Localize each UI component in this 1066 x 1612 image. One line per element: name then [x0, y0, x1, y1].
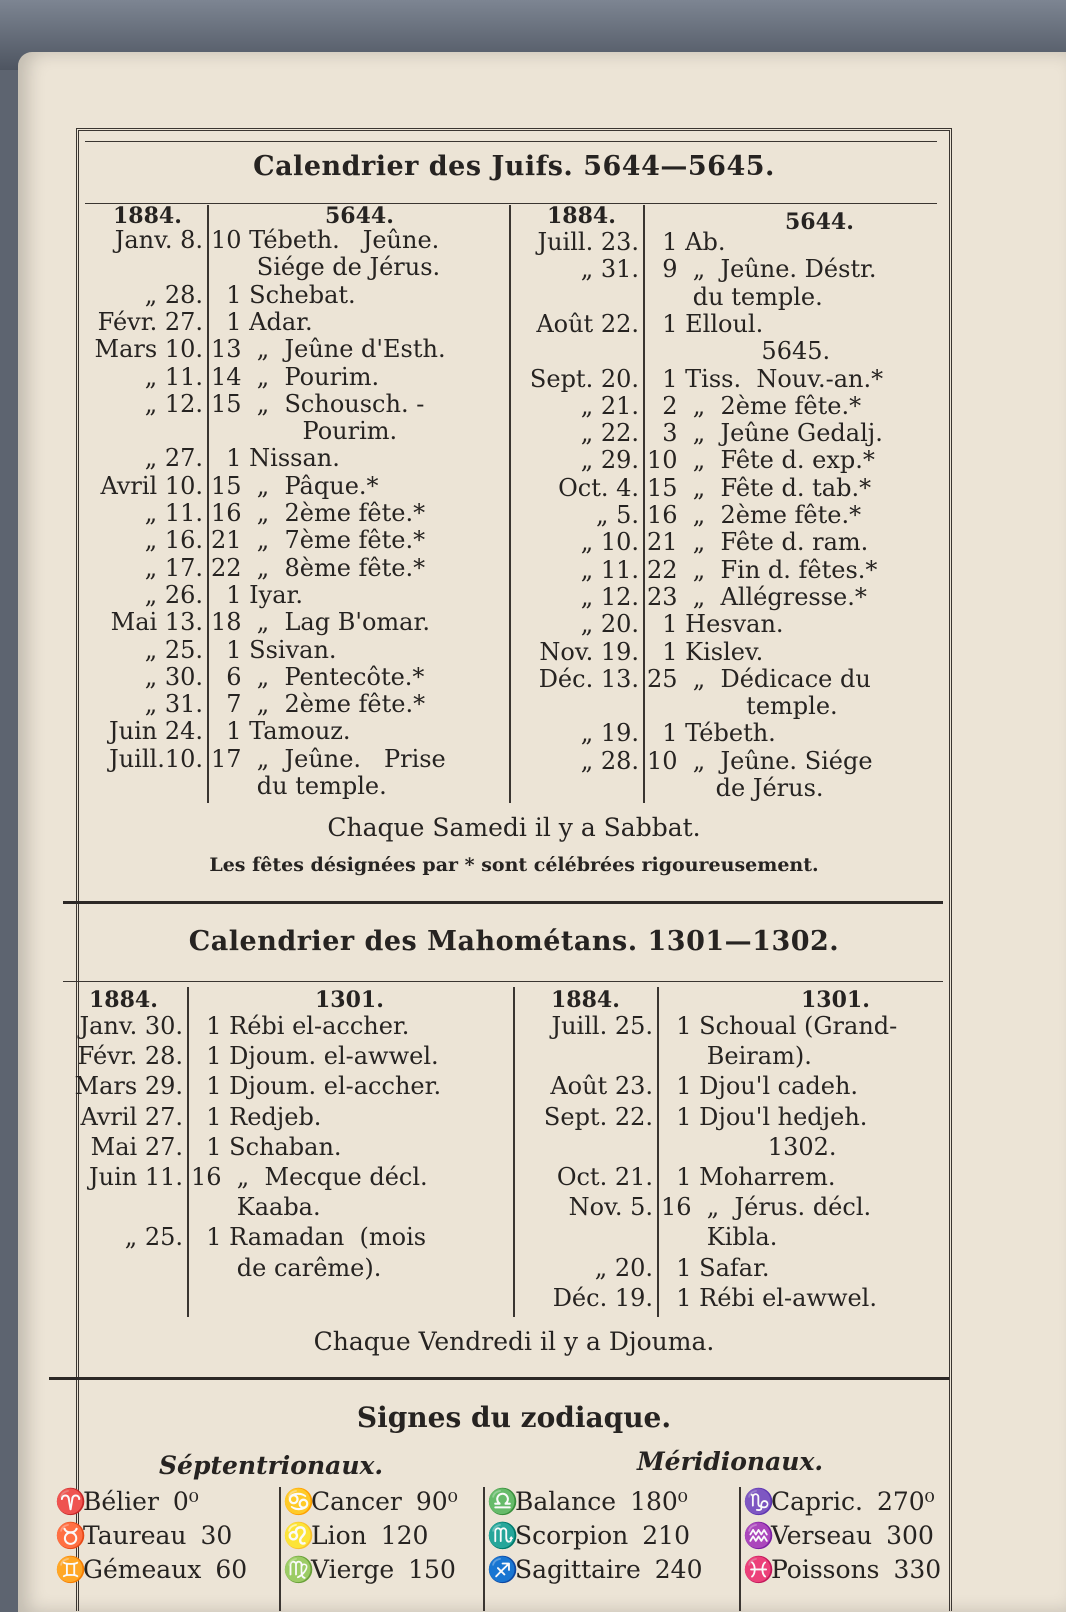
zodiac-name: Sagittaire [515, 1555, 641, 1584]
calendar-event: 1 Ssivan. [211, 635, 337, 664]
zodiac-sign [283, 1487, 458, 1517]
calendar-event: 1 Schoual (Grand- [661, 1012, 898, 1040]
calendar-date: „ 11. [580, 555, 639, 584]
calendar-date: Mars 29. [74, 1072, 183, 1101]
calendar-event: 1 Tiss. Nouv.-an.* [647, 364, 884, 393]
calendar-date: Nov. 19. [539, 637, 639, 666]
calendar-date: „ 31. [580, 255, 639, 284]
calendar-event: 1 Djou'l cadeh. [661, 1072, 859, 1101]
zodiac-degree: 270⁰ [876, 1487, 935, 1516]
calendar-event: 23 „ Allégresse.* [647, 582, 867, 611]
calendar-event: 1 Moharrem. [661, 1163, 836, 1191]
calendar-event: 1 Elloul. [647, 309, 764, 338]
calendar-date: „ 11. [144, 362, 203, 391]
zodiac-degree: 0⁰ [172, 1487, 199, 1516]
section-rule [49, 1377, 949, 1380]
calendar-date: „ 29. [580, 446, 639, 475]
calendar-date: Avril 27. [80, 1102, 183, 1131]
calendar-event: 15 „ Schousch. - [211, 389, 425, 418]
calendar-event: 9 „ Jeûne. Déstr. [647, 255, 877, 284]
zodiac-symbol-icon: ♈ [55, 1487, 87, 1516]
zodiac-degree: 210 [642, 1521, 690, 1550]
feasts-note: Les fêtes désignées par * sont célébrées rigoureusement. [209, 854, 819, 876]
calendar-event: 10 Tébeth. Jeûne. [211, 226, 440, 254]
calendar-date: Oct. 21. [556, 1163, 653, 1191]
calendar-date: Juill.10. [109, 744, 203, 773]
zodiac-sign [743, 1555, 941, 1585]
calendar-event: Kaaba. [191, 1193, 321, 1222]
calendar-event: 10 „ Jeûne. Siége [647, 746, 873, 775]
calendar-date: Juill. 23. [537, 228, 639, 256]
zodiac-name: Lion [311, 1521, 367, 1550]
title-rule [63, 981, 943, 982]
zodiac-name: Balance [515, 1487, 617, 1516]
calendar-event: Siége de Jérus. [211, 253, 441, 282]
calendar-event: 2 „ 2ème fête.* [647, 391, 862, 420]
zodiac-sign [487, 1487, 688, 1517]
calendar-date: Janv. 30. [79, 1012, 183, 1040]
section-rule [63, 901, 943, 904]
zodiac-title: Signes du zodiaque. [356, 1401, 672, 1434]
calendar-event: Kibla. [661, 1223, 778, 1252]
column-divider [643, 205, 645, 803]
calendar-date: „ 10. [580, 528, 639, 557]
column-divider [513, 987, 515, 1317]
calendar-date: „ 12. [144, 389, 203, 418]
zodiac-degree: 90⁰ [415, 1487, 458, 1516]
calendar-date: „ 28. [580, 746, 639, 775]
calendar-event: 16 „ 2ème fête.* [211, 499, 426, 527]
calendar-event: 3 „ Jeûne Gedalj. [647, 419, 883, 448]
top-rule [85, 141, 937, 142]
calendar-event: du temple. [211, 772, 387, 800]
zodiac-symbol-icon: ♎ [487, 1487, 519, 1516]
zodiac-degree: 330 [893, 1555, 942, 1584]
column-divider [509, 205, 511, 803]
calendar-frame [55, 128, 952, 1611]
calendar-event: 16 „ Jérus. décl. [661, 1193, 872, 1222]
calendar-date: „ 25. [144, 635, 203, 664]
calendar-event: de Jérus. [647, 774, 824, 802]
zodiac-symbol-icon: ♍ [283, 1555, 315, 1584]
zodiac-degree: 120 [380, 1521, 429, 1550]
zodiac-name: Verseau [771, 1521, 873, 1550]
muslim-left-era-header: 1301. [315, 987, 384, 1013]
calendar-event: 1 Schebat. [211, 280, 356, 309]
calendar-event: 6 „ Pentecôte.* [211, 662, 425, 691]
zodiac-symbol-icon: ♐ [487, 1555, 519, 1584]
zodiac-name: Scorpion [515, 1521, 629, 1550]
calendar-event: 1 Djoum. el-awwel. [191, 1042, 439, 1071]
calendar-date: Déc. 19. [552, 1283, 653, 1312]
calendar-date: „ 19. [580, 719, 639, 748]
calendar-event: 1 Ab. [647, 228, 726, 256]
calendar-event: 7 „ 2ème fête.* [211, 690, 426, 719]
zodiac-sign [743, 1521, 934, 1551]
calendar-event: 14 „ Pourim. [211, 362, 380, 391]
zodiac-name: Cancer [311, 1487, 402, 1516]
calendar-date: „ 11. [144, 499, 203, 527]
calendar-event: 10 „ Fête d. exp.* [647, 446, 875, 475]
zodiac-degree: 240 [654, 1555, 703, 1584]
zodiac-sign [55, 1555, 247, 1585]
calendar-event: 16 „ 2ème fête.* [647, 501, 862, 529]
calendar-date: Nov. 5. [568, 1193, 653, 1222]
calendar-event: Beiram). [661, 1042, 812, 1071]
zodiac-sign [283, 1555, 456, 1585]
calendar-date: „ 27. [144, 444, 203, 473]
calendar-event: 1 Rébi el-awwel. [661, 1283, 877, 1312]
zodiac-sign [55, 1521, 232, 1551]
calendar-event: 15 „ Fête d. tab.* [647, 473, 872, 502]
calendar-event: du temple. [647, 282, 823, 311]
title-rule [85, 203, 937, 204]
calendar-date: „ 12. [580, 582, 639, 611]
muslim-right-year-header: 1884. [551, 987, 620, 1013]
zodiac-symbol-icon: ♓ [743, 1555, 775, 1584]
zodiac-sign [55, 1487, 199, 1517]
jewish-left-era-header: 5644. [325, 203, 394, 229]
calendar-date: Janv. 8. [114, 226, 203, 254]
zodiac-name: Bélier [83, 1487, 159, 1516]
zodiac-name: Capric. [771, 1487, 863, 1516]
zodiac-symbol-icon: ♒ [743, 1521, 775, 1550]
zodiac-symbol-icon: ♉ [55, 1521, 87, 1550]
zodiac-sign [487, 1521, 690, 1551]
zodiac-south-label: Méridionaux. [637, 1447, 824, 1476]
zodiac-name: Vierge [311, 1555, 395, 1584]
zodiac-symbol-icon: ♊ [55, 1555, 87, 1584]
column-divider [279, 1487, 281, 1611]
calendar-date: Mai 27. [90, 1132, 183, 1161]
calendar-date: Sept. 20. [529, 364, 639, 393]
calendar-date: Août 23. [550, 1072, 653, 1101]
calendar-date: „ 20. [580, 610, 639, 639]
calendar-event: 1 Tébeth. [647, 719, 776, 748]
calendar-event: 17 „ Jeûne. Prise [211, 744, 446, 773]
calendar-date: „ 16. [144, 526, 203, 555]
zodiac-name: Poissons [771, 1555, 880, 1584]
calendar-date: „ 25. [124, 1223, 183, 1252]
zodiac-name: Taureau [83, 1521, 187, 1550]
calendar-date: „ 22. [580, 419, 639, 448]
zodiac-sign [743, 1487, 935, 1517]
calendar-event: 25 „ Dédicace du [647, 664, 871, 693]
calendar-event: 18 „ Lag B'omar. [211, 608, 430, 637]
calendar-event: 1 Redjeb. [191, 1102, 322, 1131]
calendar-event: 22 „ Fin d. fêtes.* [647, 555, 878, 584]
zodiac-degree: 150 [408, 1555, 456, 1584]
calendar-event: 1 Hesvan. [647, 610, 784, 639]
calendar-event: 16 „ Mecque décl. [191, 1163, 428, 1191]
calendar-date: „ 5. [596, 501, 639, 529]
calendar-date: „ 26. [144, 580, 203, 609]
calendar-date: Août 22. [536, 309, 639, 338]
calendar-date: Févr. 27. [97, 307, 203, 336]
calendar-date: „ 20. [594, 1253, 653, 1282]
calendar-event: 21 „ Fête d. ram. [647, 528, 869, 557]
calendar-event: 1 Adar. [211, 307, 313, 336]
zodiac-north-label: Séptentrionaux. [159, 1451, 384, 1480]
calendar-date: Mai 13. [110, 608, 203, 637]
calendar-event: 1 Rébi el-accher. [191, 1012, 410, 1040]
sabbath-note: Chaque Samedi il y a Sabbat. [327, 813, 701, 842]
calendar-event: temple. [647, 692, 838, 721]
muslim-right-era-header: 1301. [801, 987, 870, 1013]
calendar-date: Oct. 4. [558, 473, 639, 502]
jewish-calendar-title: Calendrier des Juifs. 5644—5645. [253, 151, 775, 182]
zodiac-degree: 60 [215, 1555, 248, 1584]
zodiac-name: Gémeaux [83, 1555, 202, 1584]
column-divider [739, 1487, 741, 1611]
muslim-left-year-header: 1884. [89, 987, 158, 1013]
calendar-date: Avril 10. [100, 471, 203, 500]
column-divider [207, 205, 209, 803]
zodiac-symbol-icon: ♌ [283, 1521, 315, 1550]
calendar-date: Juill. 25. [551, 1012, 653, 1040]
calendar-event: 22 „ 8ème fête.* [211, 553, 426, 582]
jewish-right-era-header: 5644. [785, 209, 854, 235]
calendar-date: Févr. 28. [77, 1042, 183, 1071]
calendar-event: 21 „ 7ème fête.* [211, 526, 426, 555]
calendar-event: 1 Kislev. [647, 637, 764, 666]
calendar-date: Juin 24. [108, 717, 203, 746]
calendar-event: Pourim. [211, 417, 398, 446]
calendar-event: de carême). [191, 1253, 382, 1282]
calendar-date: Déc. 13. [538, 664, 639, 693]
zodiac-symbol-icon: ♏ [487, 1521, 519, 1550]
column-divider [657, 987, 659, 1317]
calendar-date: Juin 11. [88, 1163, 183, 1191]
zodiac-degree: 30 [200, 1521, 233, 1550]
calendar-event: 5645. [647, 337, 831, 366]
calendar-date: „ 17. [144, 553, 203, 582]
zodiac-degree: 300 [886, 1521, 934, 1550]
calendar-event: 1 Iyar. [211, 580, 303, 609]
calendar-event: 1 Djoum. el-accher. [191, 1072, 442, 1101]
calendar-event: 15 „ Pâque.* [211, 471, 379, 500]
zodiac-degree: 180⁰ [630, 1487, 688, 1516]
zodiac-sign [283, 1521, 428, 1551]
column-divider [187, 987, 189, 1317]
calendar-event: 13 „ Jeûne d'Esth. [211, 335, 446, 364]
calendar-event: 1 Schaban. [191, 1132, 342, 1161]
jewish-right-year-header: 1884. [547, 203, 616, 229]
column-divider [483, 1487, 485, 1611]
zodiac-sign [487, 1555, 703, 1585]
muslim-calendar-title: Calendrier des Mahométans. 1301—1302. [188, 926, 840, 957]
calendar-date: „ 28. [144, 280, 203, 309]
calendar-date: „ 21. [580, 391, 639, 420]
calendar-event: 1 Ramadan (mois [191, 1223, 427, 1252]
calendar-event: 1 Nissan. [211, 444, 340, 473]
zodiac-symbol-icon: ♋ [283, 1487, 315, 1516]
calendar-date: Mars 10. [94, 335, 203, 364]
calendar-event: 1 Safar. [661, 1253, 770, 1282]
calendar-date: Sept. 22. [543, 1102, 653, 1131]
calendar-event: 1 Djou'l hedjeh. [661, 1102, 868, 1131]
calendar-date: „ 31. [144, 690, 203, 719]
jewish-left-year-header: 1884. [113, 203, 182, 229]
calendar-date: „ 30. [144, 662, 203, 691]
calendar-event: 1 Tamouz. [211, 717, 351, 746]
zodiac-symbol-icon: ♑ [743, 1487, 775, 1516]
djouma-note: Chaque Vendredi il y a Djouma. [313, 1327, 715, 1356]
calendar-event: 1302. [661, 1132, 837, 1161]
